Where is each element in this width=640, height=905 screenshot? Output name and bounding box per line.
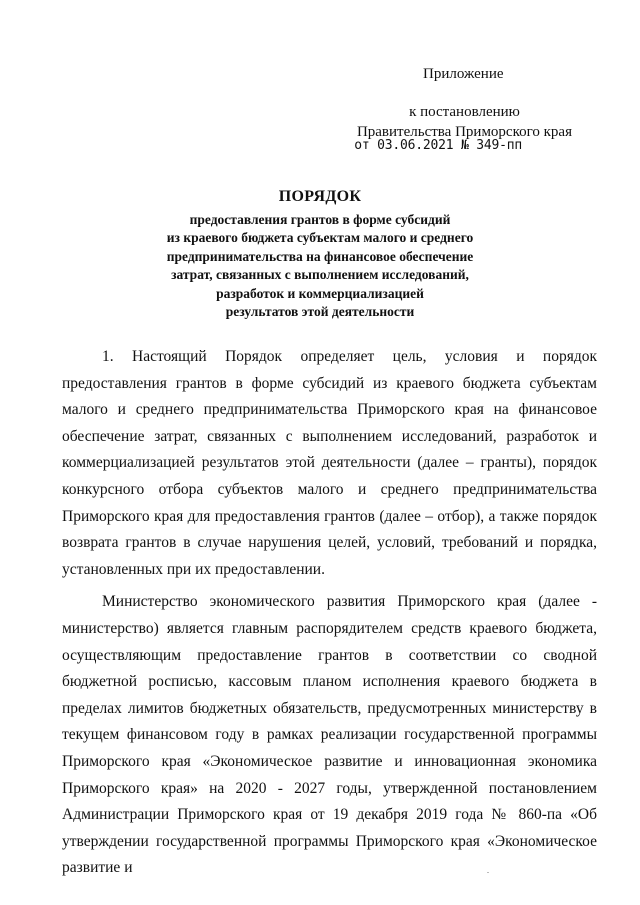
paragraph-1: 1. Настоящий Порядок определяет цель, условия и порядок предоставления грантов в форме субсидий из краевого бюджета субъектам малого и среднего предпринимательства Приморского края на финансовое обеспечение затрат, связанных с выполнением исследований, разработок и коммерциализацией результатов этой деятельности (далее – гранты), порядок конкурсного отбора субъектов малого и среднего предпринимательства Приморского края для предоставления грантов (далее – отбор), а также порядок возврата грантов в случае нарушения целей, условий, требований и порядка, установленных при их предоставлении. <box>62 348 597 578</box>
subtitle-line: результатов этой деятельности <box>225 304 415 320</box>
appendix-line-1: к постановлению <box>409 104 520 120</box>
paragraph-2: Министерство экономического развития Приморского края (далее - министерство) является главным распорядителем средств краевого бюджета, осуществляющим предоставление грантов в соответствии со сводной бюджетной росписью, кассовым планом исполнения краевого бюджета в пределах лимитов бюджетных обязательств, предусмотренных министерству в текущем финансовом году в рамках реализации государственной программы Приморского края «Экономическое развитие и инновационная экономика Приморского края» на 2020 - 2027 годы, утвержденной постановлением Администрации Приморского края от 19 декабря 2019 года № 860-па «Об утверждении государственной программы Приморского края «Экономическое развитие и <box>62 593 597 877</box>
subtitle-line: предпринимательства на финансовое обеспечение <box>166 248 474 264</box>
document-subtitle <box>0 211 640 321</box>
decree-number: от 03.06.2021 № 349-пп <box>354 138 522 153</box>
appendix-line-2: Правительства Приморского края <box>356 124 572 140</box>
subtitle-line: из краевого бюджета субъектам малого и среднего <box>166 230 474 246</box>
subtitle-line: разработок и коммерциализацией <box>216 285 424 301</box>
appendix-label: Приложение <box>423 66 504 82</box>
appendix-reference <box>357 102 572 142</box>
subtitle-line: предоставления грантов в форме субсидий <box>189 212 451 227</box>
scan-artifact <box>487 872 489 873</box>
document-title: ПОРЯДОК <box>278 188 362 205</box>
document-body <box>62 344 597 882</box>
subtitle-line: затрат, связанных с выполнением исследований, <box>171 267 469 283</box>
